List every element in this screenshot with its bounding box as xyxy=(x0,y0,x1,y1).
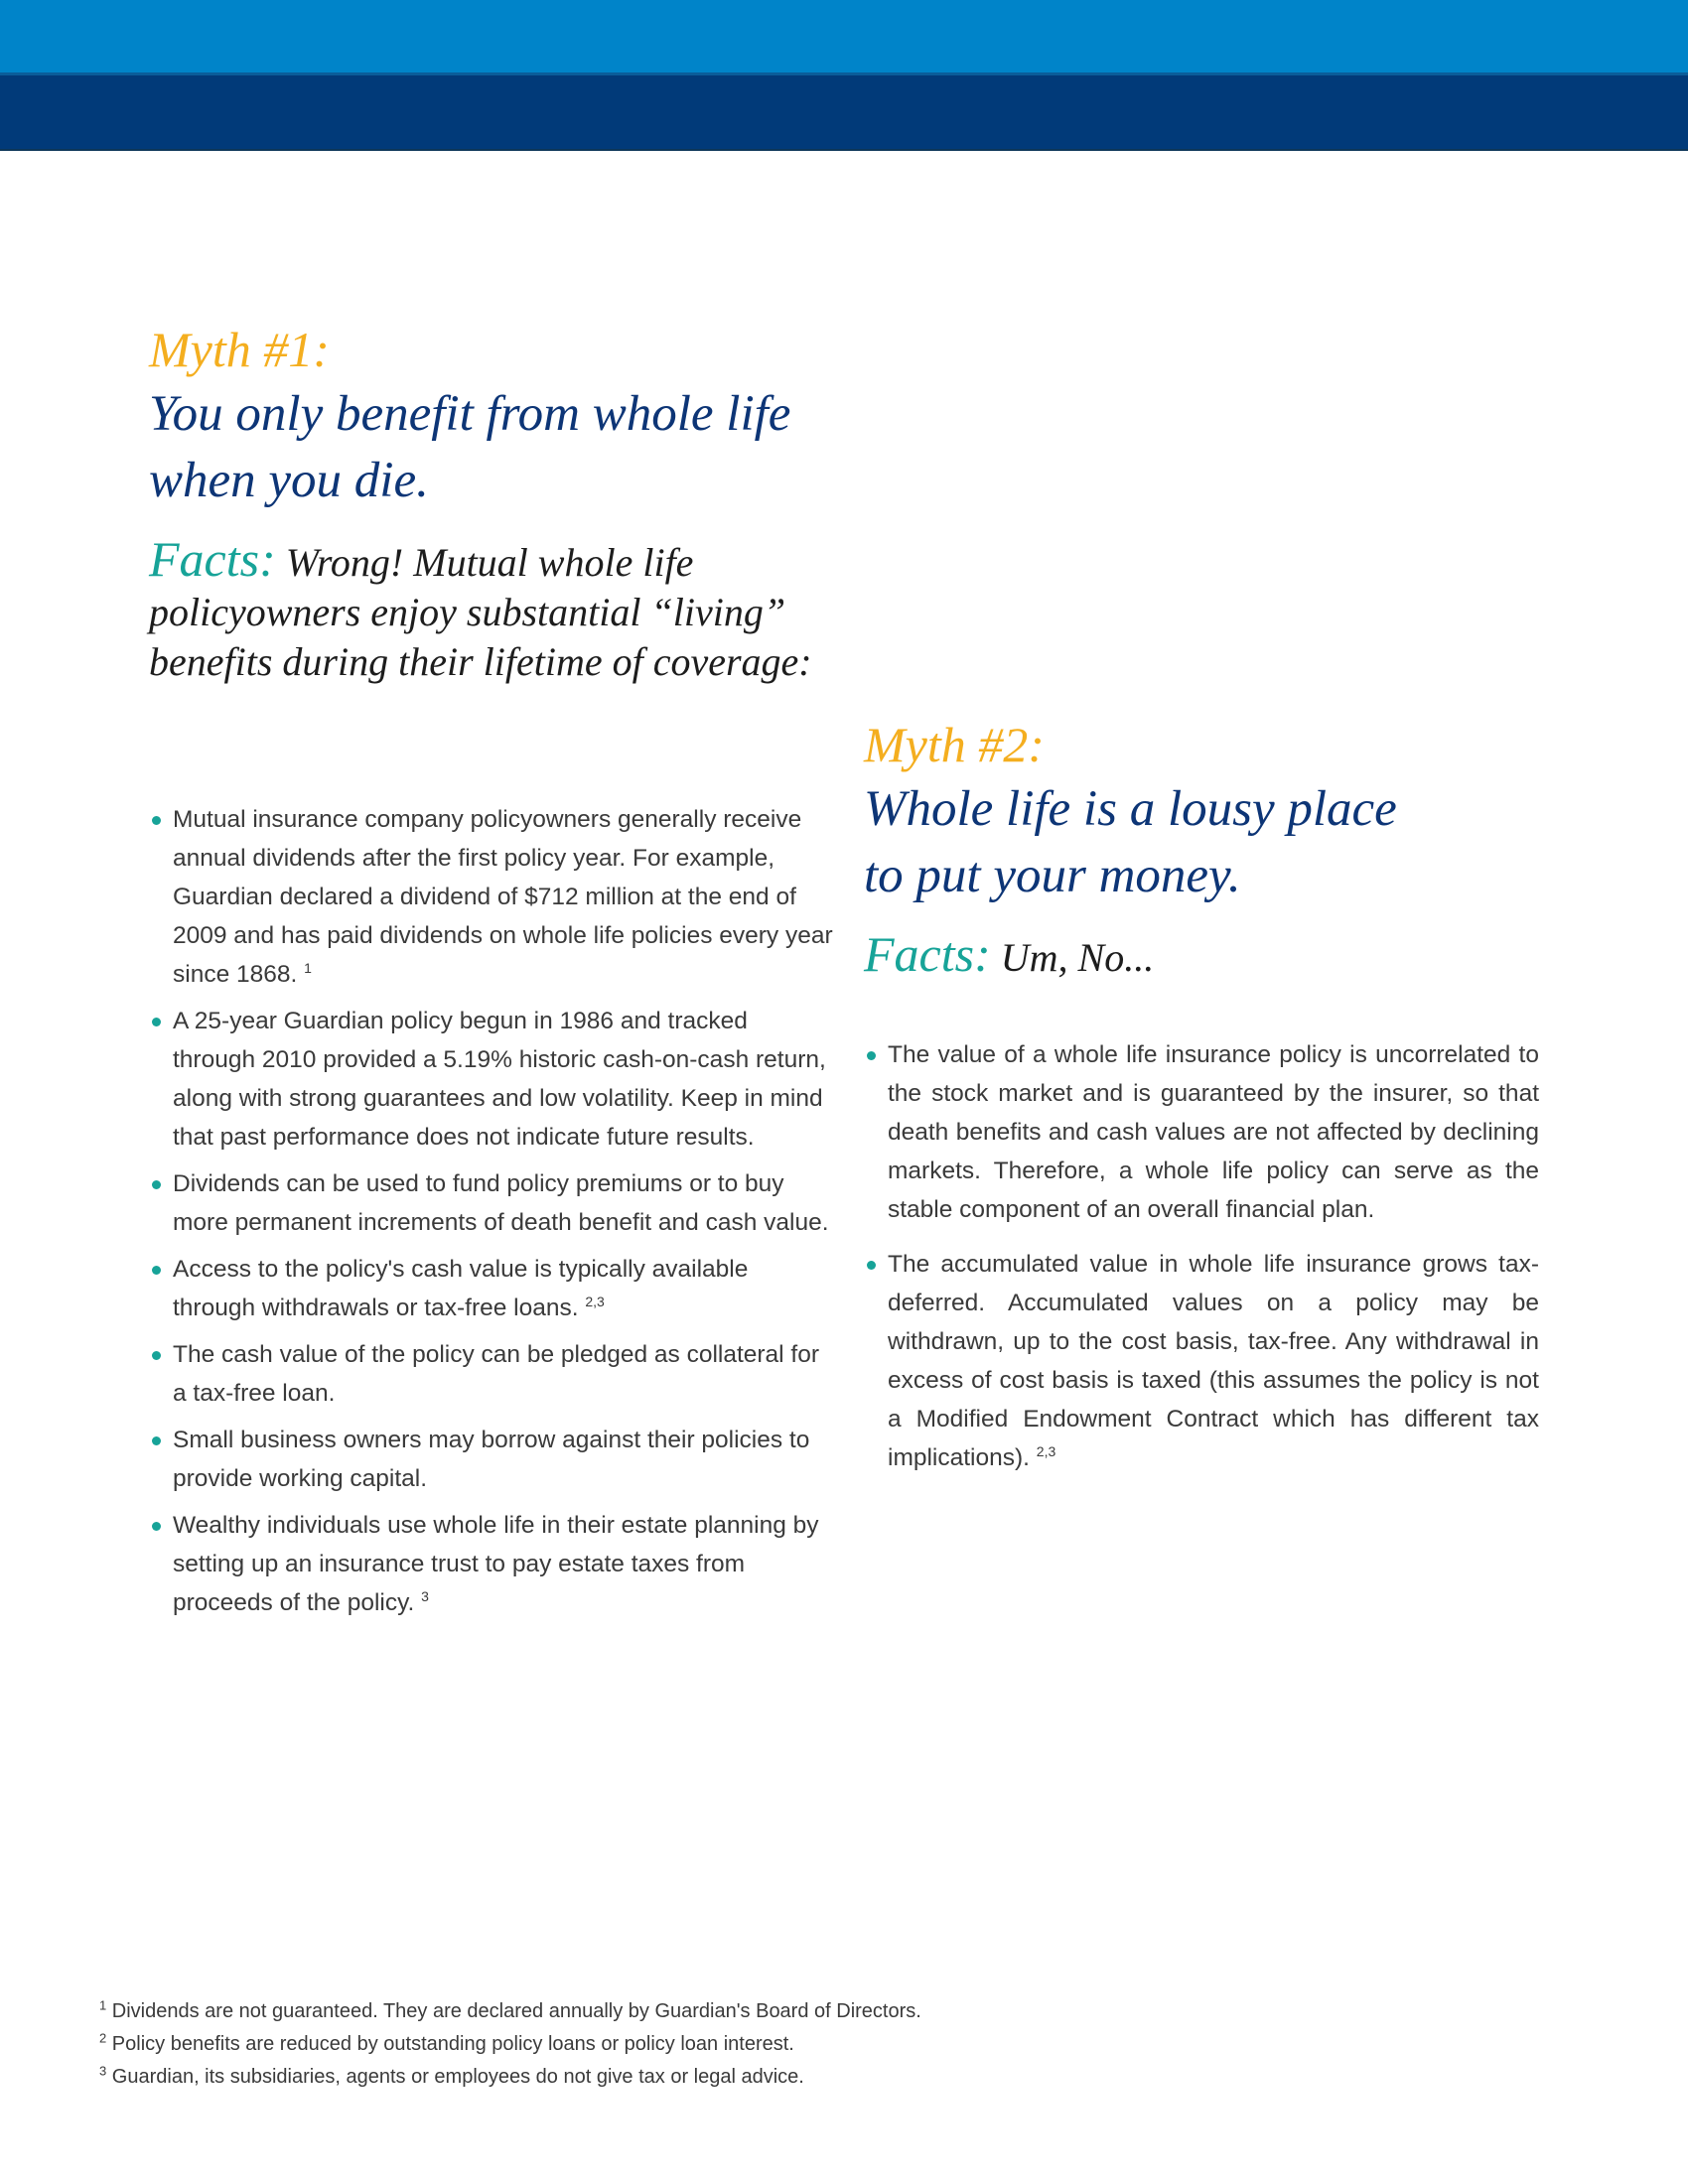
myth1-bullet xyxy=(149,1506,834,1622)
bullet-text: A 25-year Guardian policy begun in 1986 and tracked through 2010 provided a 5.19% historic cash-on-cash return, along with strong guarantees and low volatility. Keep in mind that past performance does not indicate future results. xyxy=(173,1008,826,1151)
myth2-facts-label: Facts: xyxy=(864,926,991,982)
header-band-light xyxy=(0,0,1688,72)
myth2-title-line1: Whole life is a lousy place xyxy=(864,781,1397,837)
bullet-text: Wealthy individuals use whole life in their estate planning by setting up an insurance trust to pay estate taxes from proceeds of the policy. xyxy=(173,1512,819,1616)
myth2-section xyxy=(864,713,1549,983)
myth1-label: Myth #1: xyxy=(149,322,330,377)
myth1-bullet-list xyxy=(149,800,834,1630)
myth2-facts-text: Um, No... xyxy=(1000,935,1155,980)
bullet-dot-icon xyxy=(152,816,161,825)
myth1-facts-label: Facts: xyxy=(149,531,276,587)
bullet-dot-icon xyxy=(152,1266,161,1275)
bullet-dot-icon xyxy=(152,1351,161,1360)
bullet-text: The accumulated value in whole life insurance grows tax-deferred. Accumulated values on a policy may be withdrawn, up to the cost basis, tax-free. Any withdrawal in excess of cost basis is taxed (this assumes the policy is not a Modified Endowment Contract which has different tax implications). xyxy=(888,1251,1539,1471)
myth2-label: Myth #2: xyxy=(864,717,1045,772)
myth1-section xyxy=(149,318,824,687)
bullet-dot-icon xyxy=(867,1051,876,1060)
myth1-facts xyxy=(149,531,824,687)
footnote-text: Guardian, its subsidiaries, agents or employees do not give tax or legal advice. xyxy=(111,2066,804,2088)
header-band-dark xyxy=(0,75,1688,151)
myth1-title xyxy=(149,381,824,514)
myth2-title-line2: to put your money. xyxy=(864,848,1241,903)
footnote-ref: 3 xyxy=(421,1587,429,1604)
footnote-text: Policy benefits are reduced by outstanding policy loans or policy loan interest. xyxy=(111,2033,794,2055)
bullet-dot-icon xyxy=(152,1436,161,1445)
bullet-text: Dividends can be used to fund policy premiums or to buy more permanent increments of death benefit and cash value. xyxy=(173,1170,829,1236)
bullet-text: The cash value of the policy can be pledged as collateral for a tax-free loan. xyxy=(173,1341,820,1407)
myth1-bullet xyxy=(149,1421,834,1498)
footnote-3 xyxy=(99,2061,993,2094)
bullet-dot-icon xyxy=(867,1261,876,1270)
footnote-1 xyxy=(99,1995,993,2028)
footnote-number: 1 xyxy=(99,1997,107,2013)
bullet-dot-icon xyxy=(152,1180,161,1189)
myth1-bullet xyxy=(149,1002,834,1157)
footnote-number: 2 xyxy=(99,2030,107,2046)
footnote-2 xyxy=(99,2028,993,2061)
myth1-bullet xyxy=(149,1335,834,1413)
myth1-bullet xyxy=(149,1250,834,1327)
myth2-bullet xyxy=(864,1035,1539,1229)
footnotes xyxy=(99,1995,993,2094)
footnote-ref: 1 xyxy=(304,959,312,976)
bullet-dot-icon xyxy=(152,1522,161,1531)
myth1-title-line2: when you die. xyxy=(149,453,429,508)
myth2-facts xyxy=(864,926,1549,983)
bullet-text: The value of a whole life insurance policy is uncorrelated to the stock market and is guaranteed by the insurer, so that death benefits and cash values are not affected by declining markets. Therefore, a whole life policy can serve as the stable component of an overall financial plan. xyxy=(888,1041,1539,1223)
myth2-title xyxy=(864,776,1549,909)
myth2-bullet-list xyxy=(864,1035,1539,1485)
bullet-text: Small business owners may borrow against their policies to provide working capital. xyxy=(173,1427,810,1492)
myth1-title-line1: You only benefit from whole life xyxy=(149,386,791,442)
myth1-bullet xyxy=(149,1164,834,1242)
footnote-ref: 2,3 xyxy=(585,1293,605,1309)
myth2-bullet xyxy=(864,1245,1539,1477)
footnote-text: Dividends are not guaranteed. They are declared annually by Guardian's Board of Directors. xyxy=(111,2000,921,2022)
footnote-ref: 2,3 xyxy=(1036,1442,1056,1459)
bullet-dot-icon xyxy=(152,1018,161,1026)
myth1-facts-text: Wrong! Mutual whole life policyowners enjoy substantial “living” benefits during their lifetime of coverage: xyxy=(149,540,812,684)
myth1-bullet xyxy=(149,800,834,994)
bullet-text: Mutual insurance company policyowners generally receive annual dividends after the first policy year. For example, Guardian declared a dividend of $712 million at the end of 2009 and has paid dividends on whole life policies every year since 1868. xyxy=(173,806,833,988)
bullet-text: Access to the policy's cash value is typically available through withdrawals or tax-free loans. xyxy=(173,1256,749,1321)
footnote-number: 3 xyxy=(99,2063,107,2079)
